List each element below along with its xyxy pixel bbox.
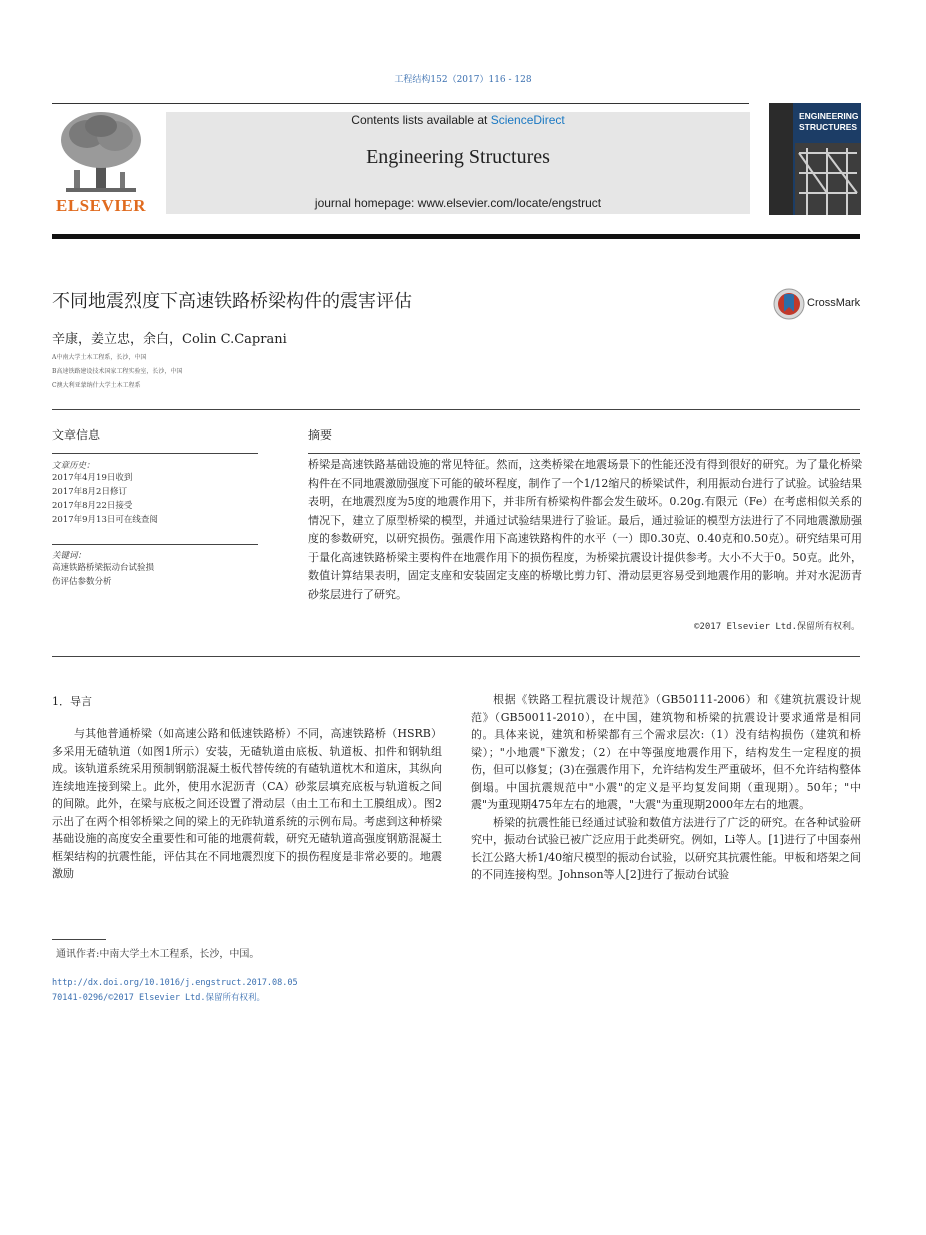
history-received: 2017年4月19日收到 <box>52 473 133 483</box>
body-column-right <box>471 691 861 884</box>
keywords-line-2: 伤评估参数分析 <box>52 577 112 587</box>
history-online: 2017年9月13日可在线查阅 <box>52 515 158 525</box>
header-bottom-rule <box>52 234 860 239</box>
footnote-rule <box>52 939 106 940</box>
journal-cover-thumbnail <box>769 103 861 215</box>
journal-homepage-link[interactable]: journal homepage: www.elsevier.com/locate/engstruct <box>314 196 602 210</box>
journal-title: Engineering Structures <box>366 146 550 168</box>
history-revised: 2017年8月2日修订 <box>52 487 127 497</box>
divider <box>52 453 258 454</box>
affiliation-b: B高速铁路建设技术国家工程实验室，长沙，中国 <box>52 368 183 375</box>
article-history-label: 文章历史： <box>52 461 95 471</box>
crossmark-icon <box>772 288 806 322</box>
author-list: 辛康，姜立忠，余白，Colin C.Caprani <box>52 332 287 347</box>
corresponding-author-footnote: 通讯作者:中南大学土木工程系，长沙，中国。 <box>56 949 260 960</box>
contents-available-line <box>166 113 750 127</box>
body-paragraph-left: 与其他普通桥梁（如高速公路和低速铁路桥）不同，高速铁路桥（HSRB）多采用无碴轨道（如图1所示）安装，无碴轨道由底板、轨道板、扣件和钢轨组成。该轨道系统采用预制钢筋混凝土板代替传统的有碴轨道枕木和道床，其纵向连续地连接到梁上。此外，使用水泥沥青（CA）砂浆层填充底板与轨道板之间的间隙。此外，在梁与底板之间还设置了滑动层（由土工布和土工膜组成）。图2示出了在两个相邻桥梁之间的梁上的无砟轨道系统的示例布局。考虑到这种桥梁基础设施的高度安全重要性和可能的地震荷载，研究无碴轨道高强度钢筋混凝土框架结构的抗震性能，评估其在不同地震烈度下的损伤程度是非常必要的。地震激励 <box>52 727 442 880</box>
sciencedirect-link[interactable]: ScienceDirect <box>490 113 565 127</box>
cover-title-line2: STRUCTURES <box>799 122 858 132</box>
journal-reference: 工程结构152（2017）116 - 128 <box>394 75 532 85</box>
article-title: 不同地震烈度下高速铁路桥梁构件的震害评估 <box>52 291 412 312</box>
section-heading-introduction: 1．导言 <box>52 695 92 708</box>
article-info-heading: 文章信息 <box>52 428 101 442</box>
cover-title <box>799 111 859 133</box>
contents-prefix: Contents lists available at <box>351 113 491 127</box>
history-accepted: 2017年8月22日接受 <box>52 501 133 511</box>
header-top-rule <box>52 103 749 104</box>
elsevier-wordmark: ELSEVIER <box>56 196 146 215</box>
abstract-heading: 摘要 <box>308 428 333 442</box>
body-paragraph-right-2: 桥梁的抗震性能已经通过试验和数值方法进行了广泛的研究。在各种试验研究中，振动台试验已被广泛应用于此类研究。例如，Li等人。[1]进行了中国泰州长江公路大桥1/40缩尺模型的振动台试验，以研究其抗震性能。甲板和塔架之间的不同连接构型。Johnson等人[2]进行了振动台试验 <box>471 815 861 881</box>
issn-copyright: 70141-0296/©2017 Elsevier Ltd.保留所有权利。 <box>52 993 266 1003</box>
abstract-text: 桥梁是高速铁路基础设施的常见特征。然而，这类桥梁在地震场景下的性能还没有得到很好的研究。为了量化桥梁构件在不同地震激励强度下可能的破坏程度，制作了一个1/12缩尺的桥梁试件，利用振动台进行了试验。试验结果表明，在地震烈度为5度的地震作用下，并非所有桥梁构件都会发生破坏。0.20g.有限元（Fe）在考虑相似关系的情况下，建立了原型桥梁的模型，并通过试验结果进行了验证。最后，通过验证的模型方法进行了不同地震激励强度的参数研究，以研究损伤。强震作用下高速铁路构件的水平（一）即0.30克、0.40克和0.50克）。研究结果可用于量化高速铁路桥梁主要构件在地震作用下的损伤程度，为桥梁抗震设计提供参考。大小不大于0。50克。此外，数值计算结果表明，固定支座和安装固定支座的桥墩比剪力钉、滑动层更容易受到地震作用的影响。并对水泥沥青砂浆层进行了研究。 <box>308 458 862 601</box>
divider <box>52 544 258 545</box>
doi-link[interactable]: http://dx.doi.org/10.1016/j.engstruct.2017.08.05 <box>52 978 298 988</box>
affiliation-a: A中南大学土木工程系，长沙，中国 <box>52 354 147 361</box>
abstract-copyright: ©2017 Elsevier Ltd.保留所有权利。 <box>694 622 860 632</box>
divider <box>308 453 860 454</box>
divider <box>52 656 860 657</box>
cover-title-line1: ENGINEERING <box>799 111 859 121</box>
affiliation-c: C澳大利亚蒙纳什大学土木工程系 <box>52 382 141 389</box>
divider <box>52 409 860 410</box>
body-paragraph-right-1: 根据《铁路工程抗震设计规范》（GB50111-2006）和《建筑抗震设计规范》（GB50011-2010），在中国，建筑物和桥梁的抗震设计要求通常是相同的。具体来说，建筑和桥梁都有三个需求层次:（1）没有结构损伤（建筑和桥梁）；"小地震"下激发；（2）在中等强度地震作用下，结构发生一定程度的损伤，但可以修复；(3)在强震作用下，允许结构发生严重破坏，但不允许结构整体倒塌。中国抗震规范中"小震"的定义是平均复发间期（重现期）。50年；"中震"为重现期475年左右的地震，"大震"为重现期2000年左右的地震。 <box>471 693 861 811</box>
crossmark-label: CrossMark <box>807 297 861 309</box>
keywords-label: 关键词： <box>52 551 87 561</box>
keywords-line-1: 高速铁路桥梁振动台试验损 <box>52 563 155 573</box>
